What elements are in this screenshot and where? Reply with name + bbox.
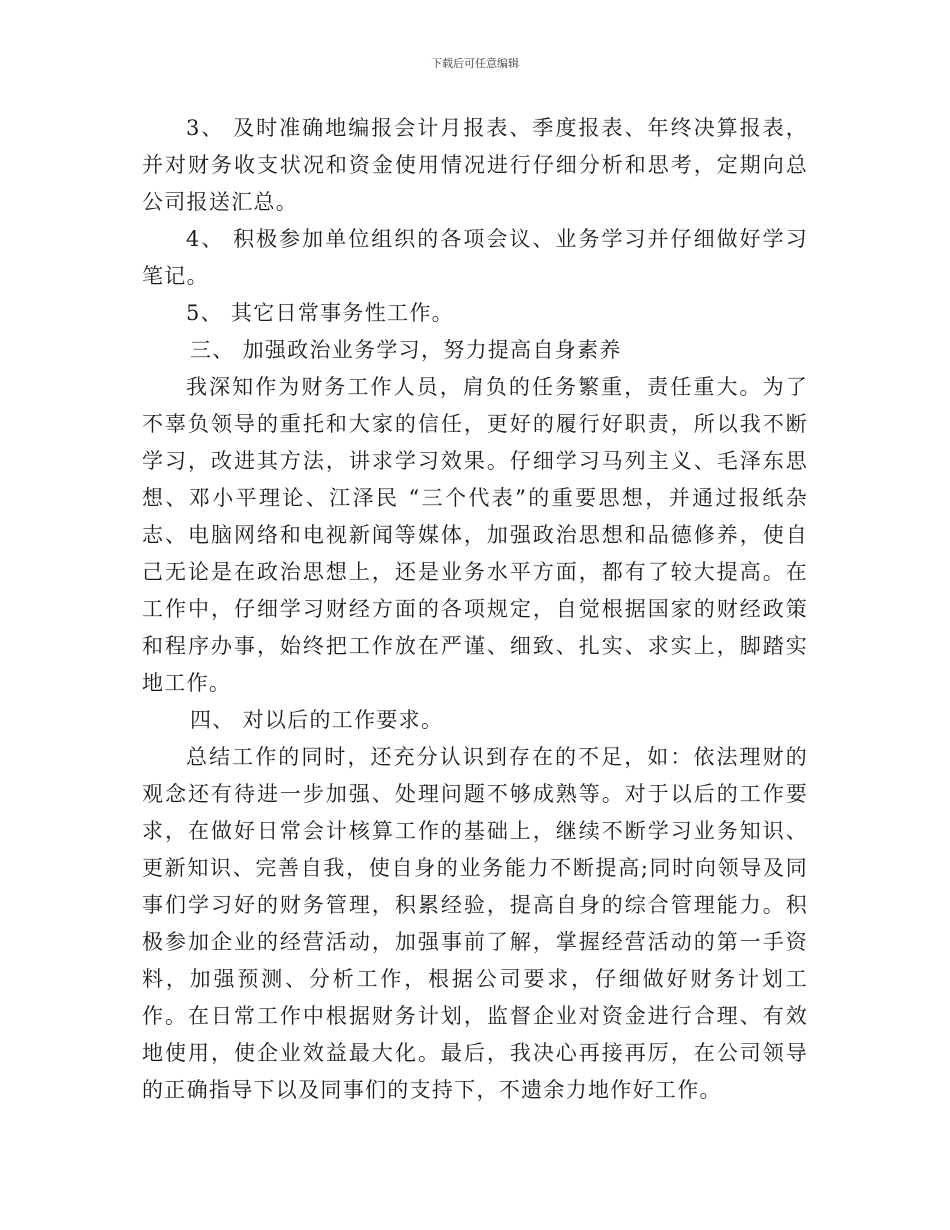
section-heading-3: 三、 加强政治业务学习，努力提高自身素养 <box>190 338 622 362</box>
body-paragraph: 我深知作为财务工作人员，肩负的任务繁重，责任重大。为了不辜负领导的重托和大家的信任，更好的履行好职责，所以我不断学习，改进其方法，讲求学习效果。仔细学习马列主义、毛泽东思想、邓小平理论、江泽民 “三个代表”的重要思想，并通过报纸杂志、电脑网络和电视新闻等媒体，加强政治思想和品德修养，使自己无论是在政治思想上，还是业务水平方面，都有了较大提高。在工作中，仔细学习财经方面的各项规定，自觉根据国家的财经政策和程序办事，始终把工作放在严谨、细致、扎实、求实上，脚踏实地工作。 <box>142 375 808 695</box>
body-paragraph: 总结工作的同时，还充分认识到存在的不足，如：依法理财的观念还有待进一步加强、处理问题不够成熟等。对于以后的工作要求，在做好日常会计核算工作的基础上，继续不断学习业务知识、更新知识、完善自我，使自身的业务能力不断提高;同时向领导及同事们学习好的财务管理，积累经验，提高自身的综合管理能力。积极参加企业的经营活动，加强事前了解，掌握经营活动的第一手资料，加强预测、分析工作，根据公司要求，仔细做好财务计划工作。在日常工作中根据财务计划，监督企业对资金进行合理、有效地使用，使企业效益最大化。最后，我决心再接再厉，在公司领导的正确指导下以及同事们的支持下，不遗余力地作好工作。 <box>142 745 808 1102</box>
list-item-4: 4、 积极参加单位组织的各项会议、业务学习并仔细做好学习笔记。 <box>142 227 808 288</box>
page-header: 下载后可任意编辑 <box>431 57 519 70</box>
document-body <box>142 110 808 1109</box>
list-item-3: 3、 及时准确地编报会计月报表、季度报表、年终决算报表，并对财务收支状况和资金使用情况进行仔细分析和思考，定期向总公司报送汇总。 <box>142 116 808 214</box>
section-heading-4: 四、 对以后的工作要求。 <box>190 708 444 732</box>
list-item-5: 5、 其它日常事务性工作。 <box>186 301 454 325</box>
